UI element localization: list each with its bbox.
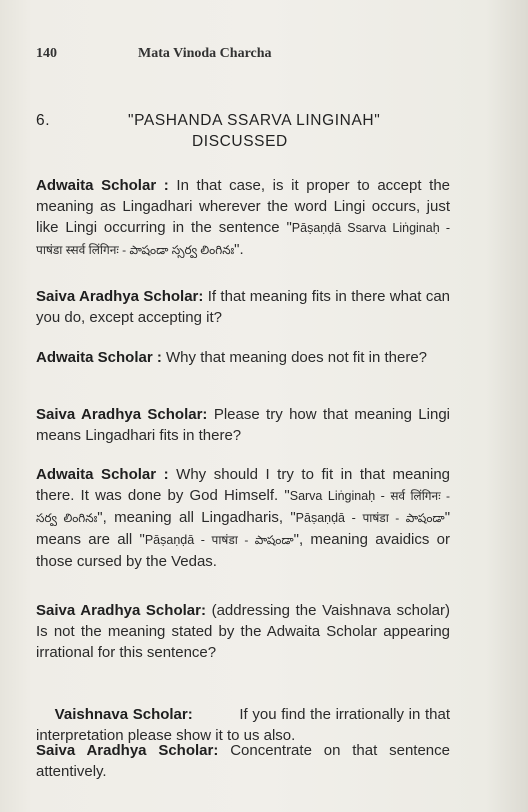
- dialogue-paragraph: [36, 347, 450, 368]
- running-title: Mata Vinoda Charcha: [138, 46, 272, 61]
- paragraph-text: ".: [234, 241, 244, 258]
- devanagari-telugu-text: पाषंडा - పాషండా: [362, 511, 445, 525]
- section-title-line1: "PASHANDA SSARVA LINGINAH": [128, 112, 381, 129]
- paragraph-text: Why that meaning does not fit in there?: [161, 349, 428, 366]
- paragraph-text: " means are all ": [36, 509, 451, 548]
- paragraph-text: -: [194, 533, 212, 547]
- paragraph-text: -: [439, 221, 450, 235]
- transliteration: Pāṣaṇḍā: [295, 511, 346, 525]
- speaker-label: Saiva Aradhya Scholar:: [36, 406, 208, 423]
- paragraph-text: ", meaning avaidics or those cursed by the Vedas.: [36, 531, 450, 570]
- speaker-label: Saiva Aradhya Scholar:: [36, 742, 219, 759]
- page-number: 140: [36, 46, 57, 61]
- transliteration: Pāṣaṇḍā Ssarva Liṅginaḥ: [291, 221, 440, 235]
- paragraph-text: If you find the irrationally in that interpretation please show it to us also.: [36, 706, 455, 744]
- devanagari-telugu-text: पाषंडा - పాషండా: [211, 533, 294, 547]
- dialogue-paragraph: [36, 740, 450, 782]
- speaker-label: Saiva Aradhya Scholar:: [36, 602, 206, 619]
- dialogue-paragraph: [36, 464, 450, 572]
- paragraph-text: Concentrate on that sentence attentively.: [36, 742, 450, 780]
- paragraph-text: ", meaning all Lingadharis, ": [97, 509, 296, 526]
- dialogue-paragraph: [36, 600, 450, 663]
- devanagari-telugu-text: पाषंडा स्सर्व लिंगिनः - పాషండా స్సర్వ లింగినః: [36, 243, 235, 257]
- devanagari-telugu-text: सर्व लिंगिनः - సర్వ లింగినః: [36, 489, 450, 525]
- speaker-label: Saiva Aradhya Scholar:: [36, 288, 204, 305]
- paragraph-text: Please try how that meaning Lingi means Lingadhari fits in there?: [36, 406, 450, 444]
- paragraph-text: Why should I try to fit in that meaning there. It was done by God Himself. ": [36, 466, 451, 504]
- paragraph-text: (addressing the Vaishnava scholar) Is not the meaning stated by the Adwaita Scholar appearing irrational for this sentence?: [36, 602, 451, 661]
- speaker-label: Vaishnava Scholar:: [54, 706, 193, 723]
- transliteration: Sarva Liṅginaḥ: [289, 489, 376, 503]
- transliteration: Pāṣaṇḍā: [144, 533, 195, 547]
- paragraph-text: -: [345, 511, 363, 525]
- dialogue-paragraph: [36, 404, 450, 446]
- dialogue-paragraph: [36, 286, 450, 328]
- dialogue-paragraph: [36, 175, 450, 261]
- paragraph-text: If that meaning fits in there what can you do, except accepting it?: [36, 288, 450, 326]
- section-number: 6.: [36, 112, 51, 129]
- speaker-label: Adwaita Scholar :: [36, 177, 169, 194]
- paragraph-text: In that case, is it proper to accept the meaning as Lingadhari wherever the word Lingi occurs, just like Lingi occurring in the sentence ": [36, 177, 451, 236]
- speaker-label: Adwaita Scholar :: [36, 349, 162, 366]
- paragraph-text: -: [375, 489, 391, 503]
- section-title-line2: DISCUSSED: [192, 133, 288, 150]
- speaker-label: Adwaita Scholar :: [36, 466, 169, 483]
